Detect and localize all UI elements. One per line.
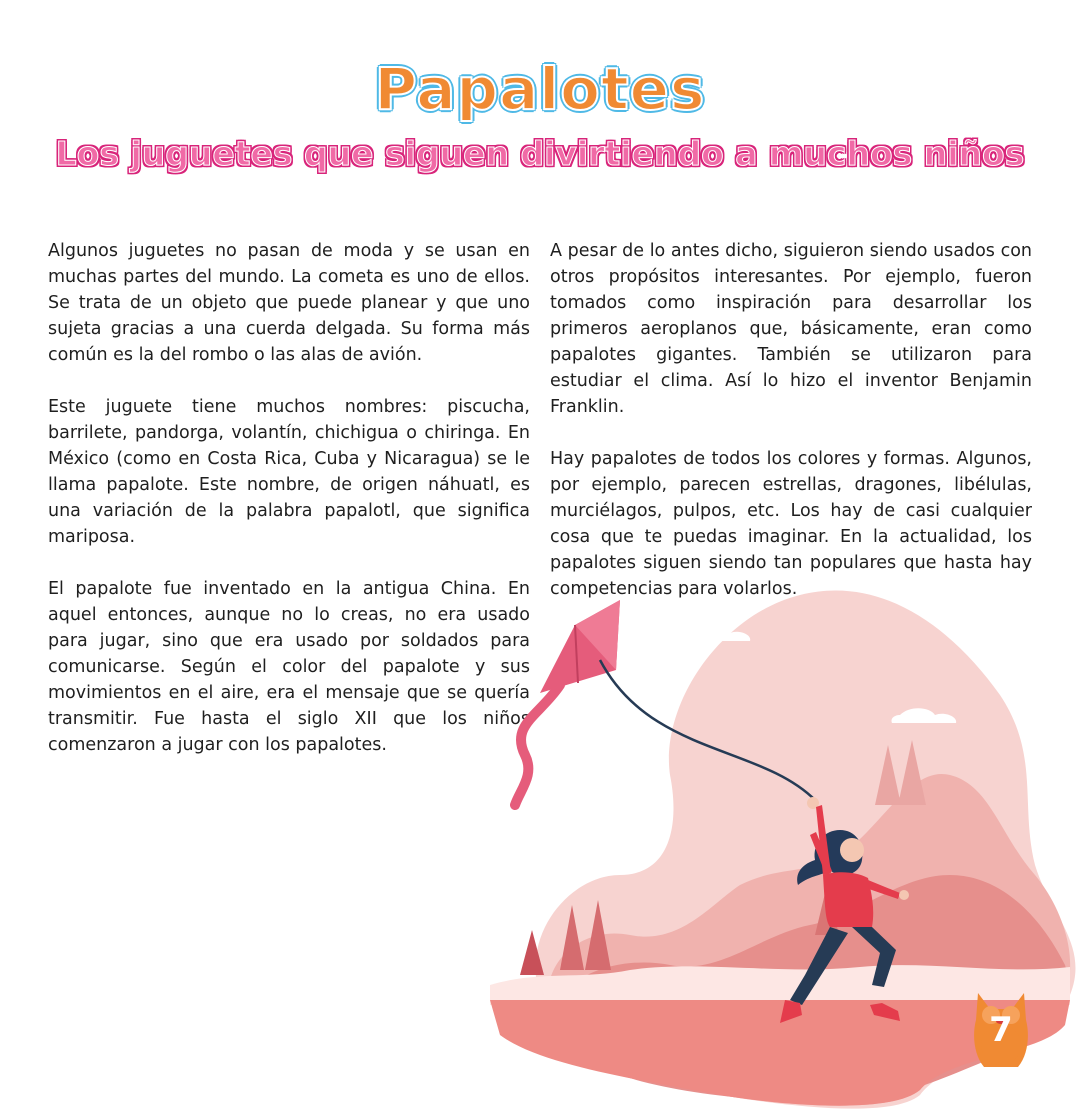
page-subtitle: Los juguetes que siguen divirtiendo a muchos niños (55, 134, 1025, 173)
left-column (48, 238, 530, 784)
paragraph: El papalote fue inventado en la antigua China. En aquel entonces, aunque no lo creas, no era usado para jugar, sino que era usado por soldados para comunicarse. Según el color del papalote y sus movimientos en el aire, era el mensaje que se quería transmitir. Fue hasta el siglo XII que los niños comenzaron a jugar con los papalotes. (48, 579, 530, 755)
page-title: Papalotes (374, 55, 706, 123)
paragraph: Este juguete tiene muchos nombres: piscucha, barrilete, pandorga, volantín, chichigua o chiringa. En México (como en Costa Rica, Cuba y Nicaragua) se le llama papalote. Este nombre, de origen náhuatl, es una variación de la palabra papalotl, que significa mariposa. (48, 397, 530, 547)
right-column (550, 238, 1032, 628)
paragraph: Algunos juguetes no pasan de moda y se usan en muchas partes del mundo. La cometa es uno de ellos. Se trata de un objeto que puede planear y que uno sujeta gracias a una cuerda delgada. Su forma más común es la del rombo o las alas de avión. (48, 241, 530, 365)
paragraph: Hay papalotes de todos los colores y formas. Algunos, por ejemplo, parecen estrellas, dragones, libélulas, murciélagos, pulpos, etc. Los hay de casi cualquier cosa que te puedas imaginar. En la actualidad, los papalotes siguen siendo tan populares que hasta hay competencias para volarlos. (550, 449, 1032, 599)
page-number: 7 (989, 1010, 1013, 1050)
paragraph: A pesar de lo antes dicho, siguieron siendo usados con otros propósitos interesantes. Por ejemplo, fueron tomados como inspiración para desarrollar los primeros aeroplanos que, básicamente, eran como papalotes gigantes. También se utilizaron para estudiar el clima. Así lo hizo el inventor Benjamin Franklin. (550, 241, 1032, 417)
